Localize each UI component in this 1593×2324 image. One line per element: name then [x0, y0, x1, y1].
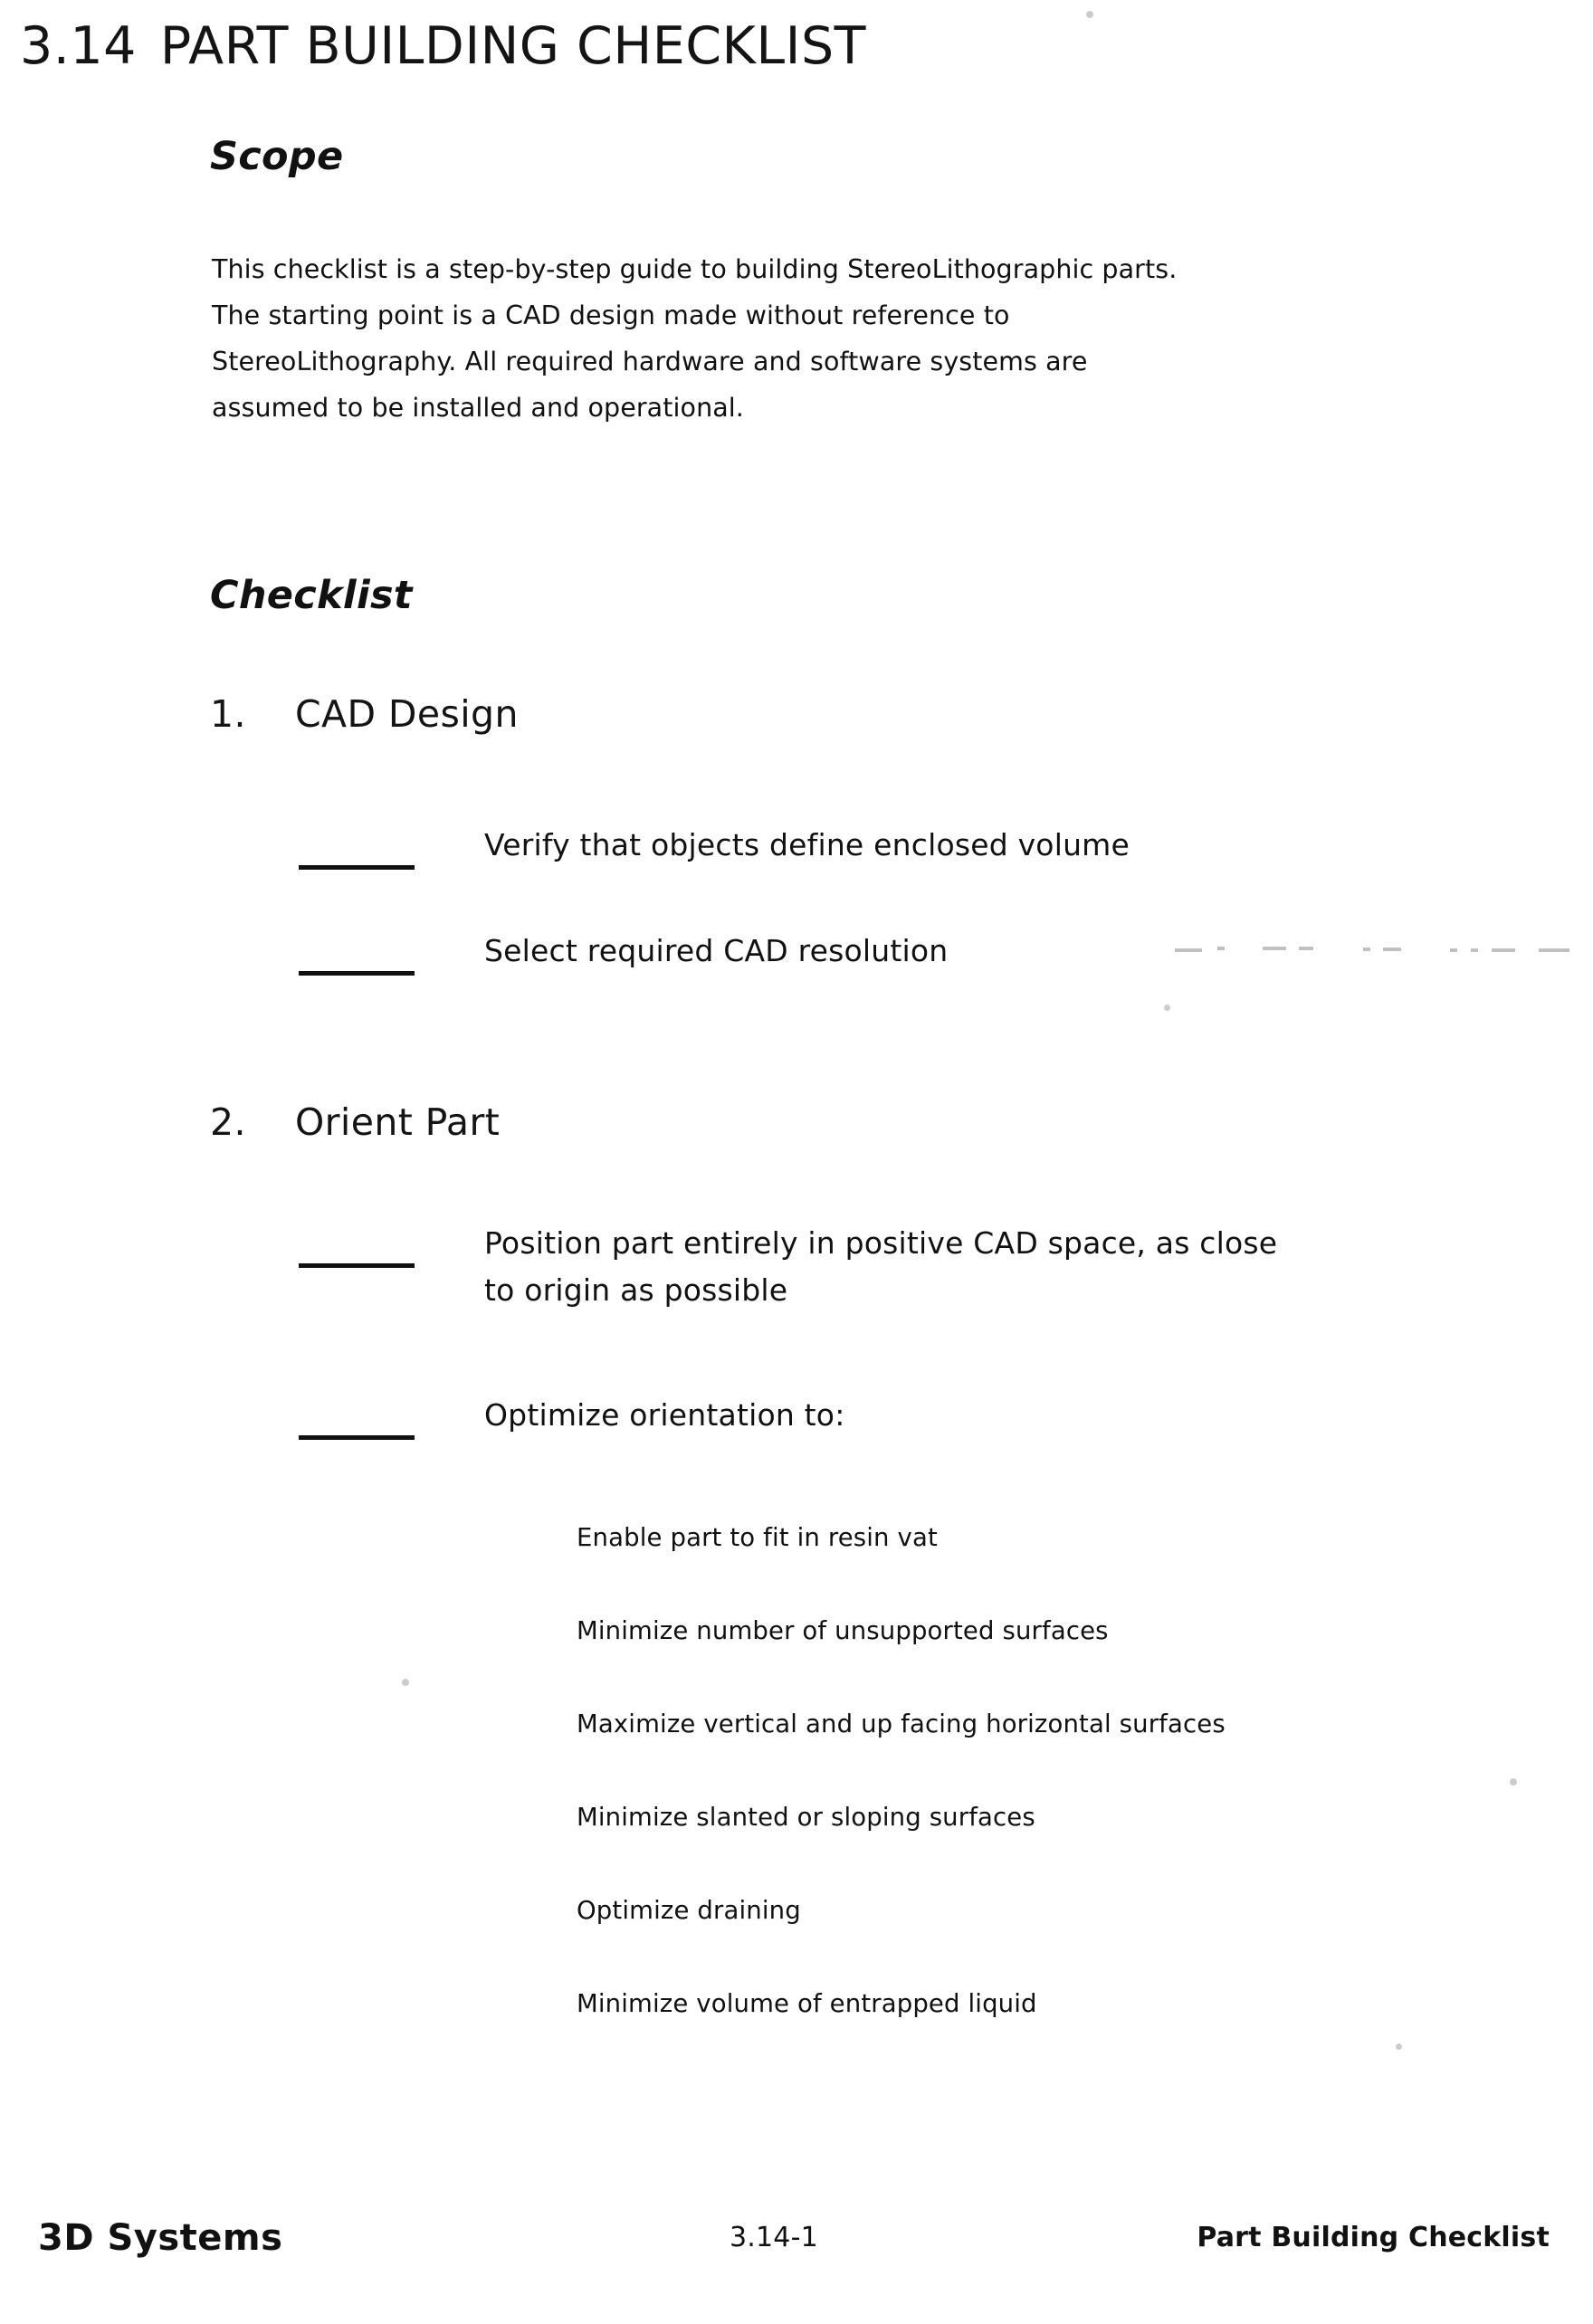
sub-list-item: Maximize vertical and up facing horizontal surfaces	[577, 1710, 1226, 1738]
checklist-heading: Checklist	[210, 573, 413, 618]
scope-line-4: assumed to be installed and operational.	[212, 393, 744, 423]
scan-artifact-dash	[1492, 948, 1515, 952]
section-number: 3.14	[20, 16, 137, 76]
sub-list-item: Optimize draining	[577, 1896, 801, 1925]
sub-list-item: Enable part to fit in resin vat	[577, 1523, 938, 1552]
scan-artifact-dash	[1383, 948, 1401, 951]
footer-company: 3D Systems	[38, 2217, 283, 2259]
scope-line-1: This checklist is a step-by-step guide to building StereoLithographic parts.	[212, 254, 1178, 284]
scan-artifact-speck	[1086, 11, 1093, 18]
scan-artifact-dash	[1299, 947, 1313, 950]
step-2-number: 2.	[210, 1100, 246, 1144]
step-1-number: 1.	[210, 692, 246, 736]
footer-section-name: Part Building Checklist	[1197, 2222, 1550, 2253]
step-2-label: Orient Part	[295, 1100, 501, 1144]
sub-list-item: Minimize slanted or sloping surfaces	[577, 1803, 1035, 1832]
scan-artifact-dash	[1450, 948, 1457, 952]
scan-artifact-dash	[1263, 947, 1286, 950]
page-title	[20, 16, 866, 76]
scan-artifact-dash	[1539, 948, 1569, 952]
orientation-sub-list	[577, 1491, 1527, 2051]
section-title: PART BUILDING CHECKLIST	[159, 16, 866, 76]
scan-artifact-dash	[1363, 948, 1370, 951]
checklist-item-text	[484, 1220, 1593, 1314]
sub-list-item: Minimize number of unsupported surfaces	[577, 1616, 1109, 1645]
checkbox-blank-line[interactable]	[299, 865, 415, 870]
step-1-label: CAD Design	[295, 692, 519, 736]
checkbox-blank-line[interactable]	[299, 971, 415, 976]
scope-line-3: StereoLithography. All required hardware and software systems are	[212, 347, 1088, 376]
checklist-item-line: Verify that objects define enclosed volume	[484, 827, 1130, 862]
checklist-item-text	[484, 822, 1593, 869]
sub-list-item: Minimize volume of entrapped liquid	[577, 1989, 1037, 2018]
scan-artifact-speck	[402, 1679, 409, 1686]
checkbox-blank-line[interactable]	[299, 1263, 415, 1268]
scan-artifact-dash	[1217, 947, 1225, 950]
checklist-item-line: Optimize orientation to:	[484, 1397, 845, 1433]
checklist-item-text	[484, 1392, 1593, 1439]
scope-heading: Scope	[210, 134, 344, 179]
scan-artifact-speck	[1164, 1005, 1170, 1011]
scan-artifact-speck	[1396, 2043, 1402, 2050]
checklist-item-line: to origin as possible	[484, 1272, 788, 1308]
scan-artifact-dash	[1471, 948, 1478, 952]
checklist-item-text	[484, 928, 1593, 975]
scope-paragraph	[212, 246, 1506, 431]
footer-page-number: 3.14-1	[730, 2222, 818, 2253]
checklist-item-line: Select required CAD resolution	[484, 933, 949, 968]
step-1	[210, 692, 844, 739]
step-2	[210, 1100, 844, 1148]
checklist-item-line: Position part entirely in positive CAD space, as close	[484, 1225, 1278, 1261]
checkbox-blank-line[interactable]	[299, 1435, 415, 1440]
scan-artifact-speck	[1510, 1778, 1517, 1786]
scope-line-2: The starting point is a CAD design made without reference to	[212, 300, 1010, 330]
scan-artifact-dash	[1175, 948, 1202, 952]
